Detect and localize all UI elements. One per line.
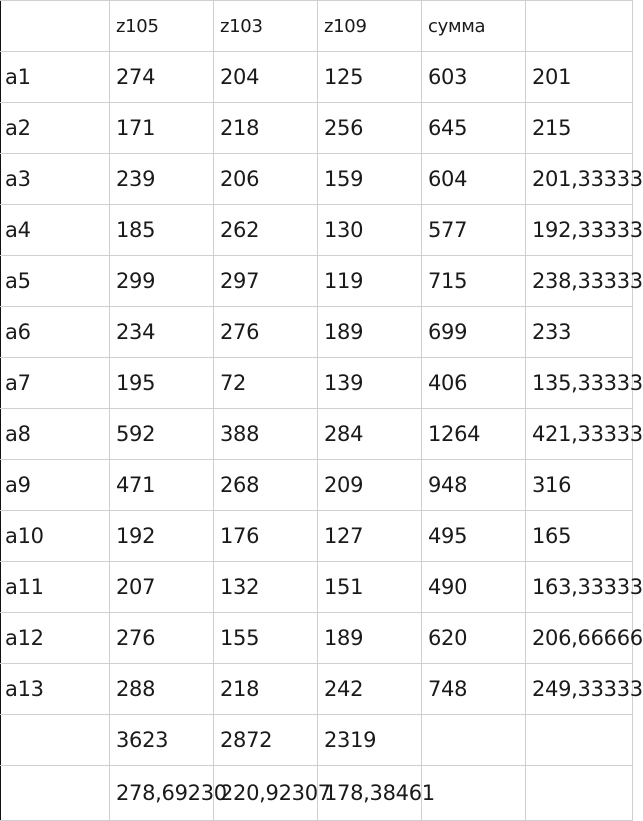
row-label-cell[interactable]: a12	[1, 613, 110, 664]
header-cell[interactable]: z109	[318, 1, 422, 52]
table-cell[interactable]: 948	[422, 460, 526, 511]
table-cell[interactable]: 204	[214, 52, 318, 103]
table-row	[1, 562, 633, 613]
table-cell[interactable]	[526, 766, 633, 821]
table-cell[interactable]: 192,33333	[526, 205, 633, 256]
header-cell[interactable]: z105	[110, 1, 214, 52]
table-cell[interactable]: 178,38461	[318, 766, 422, 821]
table-row	[1, 664, 633, 715]
table-cell[interactable]: 215	[526, 103, 633, 154]
header-cell[interactable]: z103	[214, 1, 318, 52]
table-cell[interactable]: 421,33333	[526, 409, 633, 460]
table-row	[1, 358, 633, 409]
header-row	[1, 1, 633, 52]
table-cell[interactable]: 715	[422, 256, 526, 307]
table-cell[interactable]: 471	[110, 460, 214, 511]
table-cell[interactable]: 139	[318, 358, 422, 409]
table-cell[interactable]: 207	[110, 562, 214, 613]
table-cell[interactable]	[422, 715, 526, 766]
table-cell[interactable]: 1264	[422, 409, 526, 460]
row-label-cell[interactable]: a9	[1, 460, 110, 511]
table-cell[interactable]: 238,33333	[526, 256, 633, 307]
table-body	[1, 1, 643, 821]
table-cell[interactable]: 242	[318, 664, 422, 715]
averages-row	[1, 766, 633, 821]
table-cell[interactable]: 3623	[110, 715, 214, 766]
table-row	[1, 613, 633, 664]
table-cell[interactable]: 276	[110, 613, 214, 664]
table-cell[interactable]: 155	[214, 613, 318, 664]
table-cell[interactable]: 163,33333	[526, 562, 633, 613]
table-cell[interactable]: 151	[318, 562, 422, 613]
table-cell[interactable]: 406	[422, 358, 526, 409]
table-cell[interactable]: 218	[214, 664, 318, 715]
table-cell[interactable]: 218	[214, 103, 318, 154]
table-cell[interactable]: 220,92307	[214, 766, 318, 821]
table-cell[interactable]: 206,66666	[526, 613, 633, 664]
table-cell[interactable]: 748	[422, 664, 526, 715]
totals-row	[1, 715, 633, 766]
row-label-cell[interactable]: a4	[1, 205, 110, 256]
row-label-cell[interactable]	[1, 715, 110, 766]
table-cell[interactable]: 268	[214, 460, 318, 511]
table-cell[interactable]: 127	[318, 511, 422, 562]
table-row	[1, 205, 633, 256]
table-cell[interactable]: 201	[526, 52, 633, 103]
row-label-cell[interactable]: a5	[1, 256, 110, 307]
table-cell[interactable]: 645	[422, 103, 526, 154]
table-cell[interactable]: 176	[214, 511, 318, 562]
table-row	[1, 409, 633, 460]
table-cell[interactable]: 699	[422, 307, 526, 358]
row-label-cell[interactable]	[1, 766, 110, 821]
table-cell[interactable]: 130	[318, 205, 422, 256]
table-cell[interactable]	[422, 766, 526, 821]
table-cell[interactable]: 189	[318, 613, 422, 664]
table-cell[interactable]: 262	[214, 205, 318, 256]
table-cell[interactable]: 135,33333	[526, 358, 633, 409]
table-cell[interactable]: 159	[318, 154, 422, 205]
table-cell[interactable]: 239	[110, 154, 214, 205]
table-cell[interactable]: 316	[526, 460, 633, 511]
table-row	[1, 52, 633, 103]
table-cell[interactable]: 165	[526, 511, 633, 562]
header-cell[interactable]: сумма	[422, 1, 526, 52]
table-row	[1, 307, 633, 358]
table-cell[interactable]: 388	[214, 409, 318, 460]
table-cell[interactable]: 490	[422, 562, 526, 613]
table-cell[interactable]	[526, 715, 633, 766]
table-cell[interactable]: 249,33333	[526, 664, 633, 715]
table-cell[interactable]: 201,33333	[526, 154, 633, 205]
table-cell[interactable]: 276	[214, 307, 318, 358]
table-cell[interactable]: 2319	[318, 715, 422, 766]
table-cell[interactable]: 278,69230	[110, 766, 214, 821]
row-label-cell[interactable]: a2	[1, 103, 110, 154]
table-cell[interactable]: 620	[422, 613, 526, 664]
table-row	[1, 256, 633, 307]
row-label-cell[interactable]: a6	[1, 307, 110, 358]
row-label-cell[interactable]: a7	[1, 358, 110, 409]
table-cell[interactable]: 192	[110, 511, 214, 562]
table-cell[interactable]: 125	[318, 52, 422, 103]
row-label-cell[interactable]: a11	[1, 562, 110, 613]
table-cell[interactable]: 592	[110, 409, 214, 460]
row-label-cell[interactable]: a10	[1, 511, 110, 562]
table-cell[interactable]: 185	[110, 205, 214, 256]
row-label-cell[interactable]: a3	[1, 154, 110, 205]
table-cell[interactable]: 233	[526, 307, 633, 358]
table-row	[1, 511, 633, 562]
table-cell[interactable]: 256	[318, 103, 422, 154]
table-cell[interactable]: 299	[110, 256, 214, 307]
row-label-cell[interactable]: a1	[1, 52, 110, 103]
table-cell[interactable]: 297	[214, 256, 318, 307]
header-cell[interactable]	[1, 1, 110, 52]
row-label-cell[interactable]: a8	[1, 409, 110, 460]
table-cell[interactable]: 234	[110, 307, 214, 358]
table-cell[interactable]: 195	[110, 358, 214, 409]
table-cell[interactable]: 284	[318, 409, 422, 460]
table-cell[interactable]: 209	[318, 460, 422, 511]
table-cell[interactable]: 495	[422, 511, 526, 562]
table-cell[interactable]: 132	[214, 562, 318, 613]
table-cell[interactable]: 288	[110, 664, 214, 715]
header-cell[interactable]	[526, 1, 633, 52]
table-cell[interactable]: 604	[422, 154, 526, 205]
table-row	[1, 154, 633, 205]
table-cell[interactable]: 2872	[214, 715, 318, 766]
table-cell[interactable]: 72	[214, 358, 318, 409]
table-cell[interactable]: 577	[422, 205, 526, 256]
table-cell[interactable]: 189	[318, 307, 422, 358]
table-cell[interactable]: 206	[214, 154, 318, 205]
row-label-cell[interactable]: a13	[1, 664, 110, 715]
table-cell[interactable]: 274	[110, 52, 214, 103]
table-row	[1, 460, 633, 511]
table-cell[interactable]: 171	[110, 103, 214, 154]
table-cell[interactable]: 603	[422, 52, 526, 103]
table-row	[1, 103, 633, 154]
table-cell[interactable]: 119	[318, 256, 422, 307]
